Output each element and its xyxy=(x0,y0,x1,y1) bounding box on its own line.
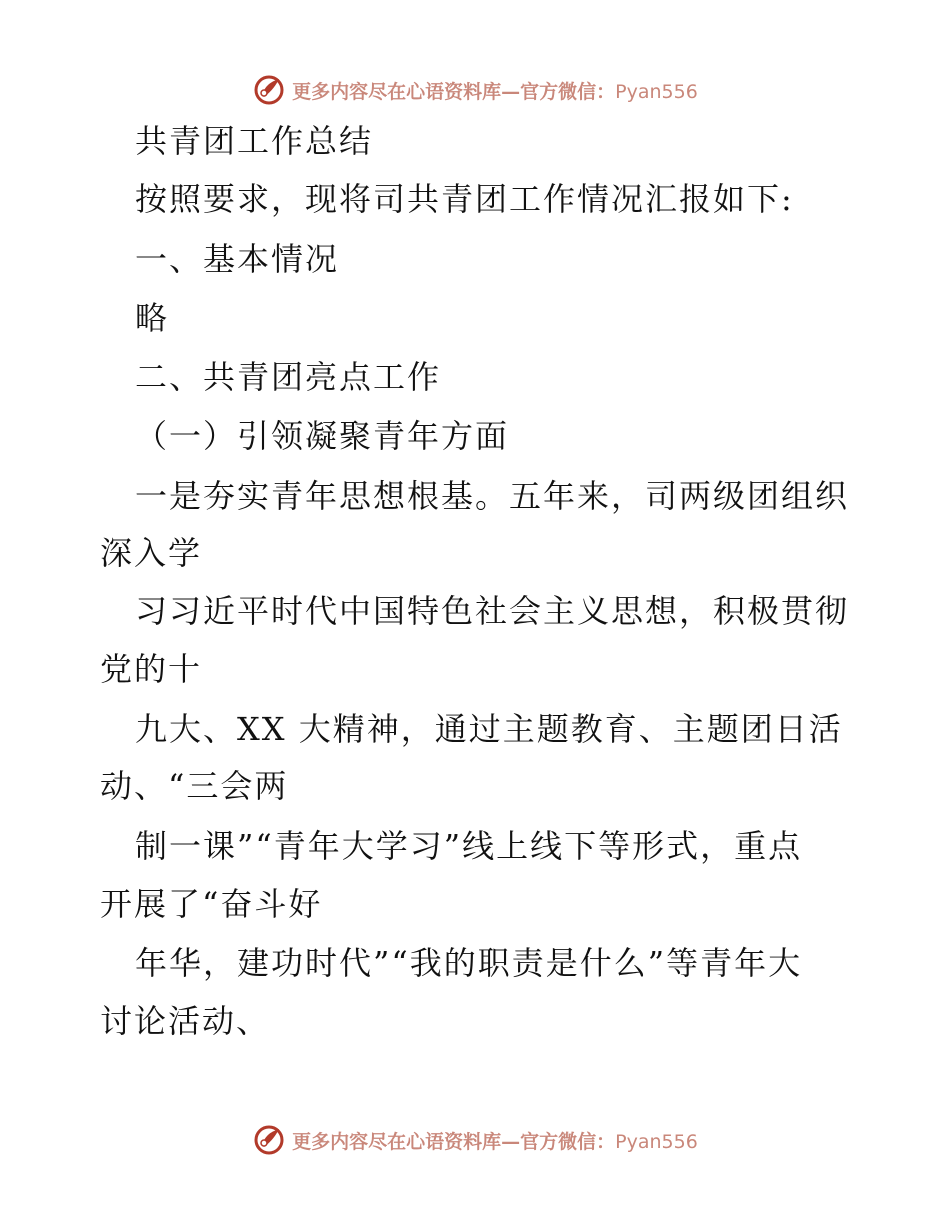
paragraph-line: 习习近平时代中国特色社会主义思想，积极贯彻 xyxy=(135,592,850,630)
section-heading: 二、共青团亮点工作 xyxy=(135,358,442,396)
paragraph-line: 年华，建功时代”“我的职责是什么”等青年大 xyxy=(135,944,803,982)
paragraph-line: 党的十 xyxy=(100,650,203,688)
paragraph-line: 略 xyxy=(135,299,170,337)
section-heading: 一、基本情况 xyxy=(135,240,340,278)
watermark-text: 更多内容尽在心语资料库—官方微信：Pyan556 xyxy=(292,80,698,103)
paragraph-line: 开展了“奋斗好 xyxy=(100,885,323,923)
watermark-logo-icon xyxy=(252,73,286,107)
paragraph-line: 制一课”“青年大学习”线上线下等形式，重点 xyxy=(135,827,803,865)
footer-watermark xyxy=(0,1120,950,1160)
document-title: 共青团工作总结 xyxy=(135,122,374,160)
paragraph-line: 按照要求，现将司共青团工作情况汇报如下: xyxy=(135,180,794,218)
paragraph-line: 深入学 xyxy=(100,534,203,572)
paragraph-line: 一是夯实青年思想根基。五年来，司两级团组织 xyxy=(135,477,850,515)
paragraph-line: 九大、XX 大精神，通过主题教育、主题团日活 xyxy=(135,710,843,748)
watermark-logo-icon xyxy=(252,1123,286,1157)
subsection-heading: （一）引领凝聚青年方面 xyxy=(135,417,510,455)
paragraph-line: 动、“三会两 xyxy=(100,767,289,805)
paragraph-line: 讨论活动、 xyxy=(100,1002,271,1040)
watermark-text: 更多内容尽在心语资料库—官方微信：Pyan556 xyxy=(292,1130,698,1153)
header-watermark xyxy=(0,70,950,110)
